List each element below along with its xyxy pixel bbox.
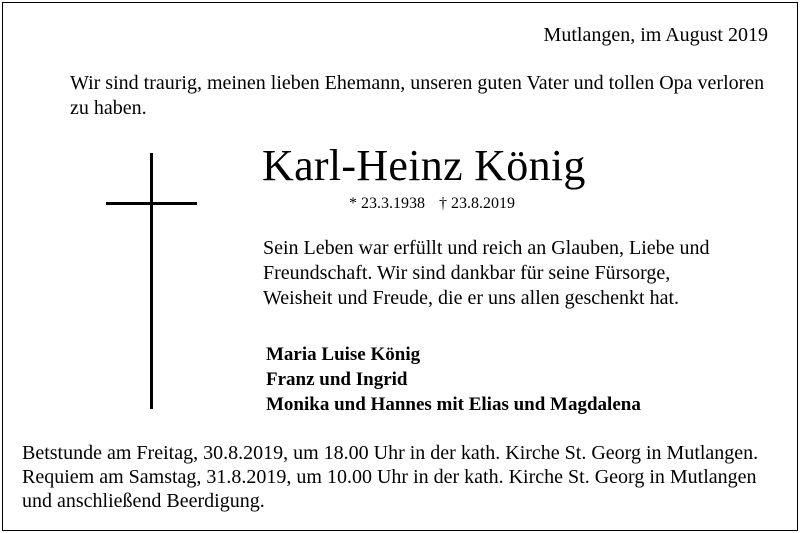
service-line: Betstunde am Freitag, 30.8.2019, um 18.00 Uhr in der kath. Kirche St. Georg in Mutlangen. bbox=[22, 442, 759, 464]
birth-date: * 23.3.1938 bbox=[349, 195, 425, 212]
cross-vertical-bar bbox=[150, 153, 153, 409]
cross-horizontal-bar bbox=[106, 202, 197, 205]
deceased-name: Karl-Heinz König bbox=[262, 141, 586, 190]
family-list bbox=[266, 342, 641, 417]
family-line: Monika und Hannes mit Elias und Magdalena bbox=[266, 394, 641, 415]
intro-text: Wir sind traurig, meinen lieben Ehemann, unseren guten Vater und tollen Opa verloren zu haben. bbox=[70, 72, 765, 119]
service-line: Requiem am Samstag, 31.8.2019, um 10.00 Uhr in der kath. Kirche St. Georg in Mutlangen bbox=[22, 466, 757, 488]
family-line: Franz und Ingrid bbox=[266, 369, 408, 390]
service-line: und anschließend Beerdigung. bbox=[22, 490, 265, 512]
service-info bbox=[22, 441, 792, 513]
tribute-text: Sein Leben war erfüllt und reich an Glauben, Liebe und Freundschaft. Wir sind dankbar für seine Fürsorge, Weisheit und Freude, die er uns allen geschenkt hat. bbox=[263, 237, 710, 309]
place-date: Mutlangen, im August 2019 bbox=[543, 24, 768, 46]
death-date: † 23.8.2019 bbox=[439, 195, 515, 212]
life-dates bbox=[349, 194, 515, 214]
family-line: Maria Luise König bbox=[266, 344, 421, 365]
